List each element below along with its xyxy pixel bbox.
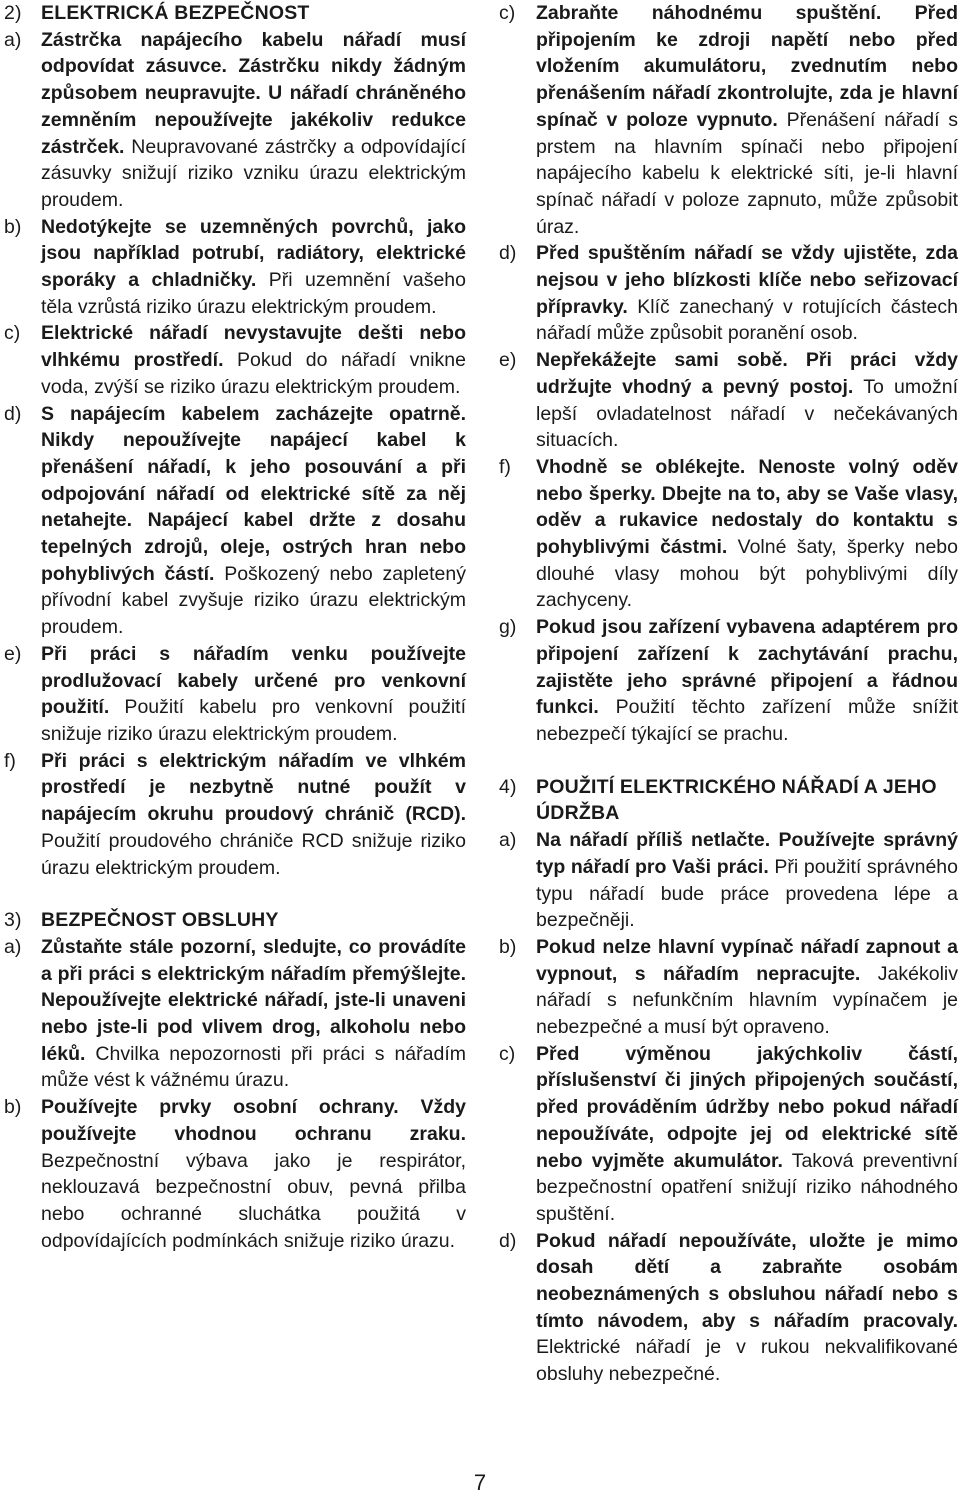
section-number: 3) (4, 909, 22, 932)
item-label: c) (499, 1042, 516, 1065)
item-text (536, 827, 958, 934)
item-normal-text: Taková preventivní bezpečnostní opatření snižují riziko náhodného spuštění. (536, 1149, 958, 1225)
item-bold-text: Před výměnou jakýchkoliv částí, příslušenství či jiných připojených součástí, před prováděním údržby nebo pokud nářadí nepoužíváte, odpojte jej od elektrické sítě nebo vyjměte akumulátor. (536, 1042, 958, 1172)
item-label: b) (4, 215, 22, 238)
item-bold-text: Elektrické nářadí nevystavujte dešti nebo vlhkému prostředí. (41, 322, 466, 372)
section-number: 2) (4, 2, 22, 24)
item-label: f) (4, 749, 16, 772)
section-4-list (499, 827, 958, 1388)
section-title: BEZPEČNOST OBSLUHY (41, 909, 279, 932)
list-item (4, 27, 466, 214)
item-bold-text: Nedotýkejte se uzemněných povrchů, jako jsou například potrubí, radiátory, elektrické sporáky a chladničky. (41, 215, 466, 292)
item-bold-text: Používejte prvky osobní ochrany. Vždy používejte vhodnou ochranu zraku. (41, 1096, 466, 1145)
item-label: f) (499, 455, 511, 478)
item-normal-text: Chvilka nepozornosti při práci s nářadím může vést k vážnému úrazu. (41, 1042, 466, 1092)
section-3-heading (4, 907, 466, 934)
section-title: POUŽITÍ ELEKTRICKÉHO NÁŘADÍ A JEHO ÚDRŽBA (536, 775, 937, 825)
item-normal-text: Použití těchto zařízení může snížit nebezpečí týkající se prachu. (536, 696, 958, 745)
item-bold-text: Vhodně se oblékejte. Nenoste volný oděv nebo šperky. Dbejte na to, aby se Vaše vlasy, oděv a rukavice nedostaly do kontaktu s pohyblivými částmi. (536, 455, 958, 559)
item-text (536, 1228, 958, 1388)
section-title: ELEKTRICKÁ BEZPEČNOST (41, 2, 310, 24)
item-label: e) (499, 349, 517, 372)
item-text (536, 614, 958, 748)
item-bold-text: Zástrčka napájecího kabelu nářadí musí odpovídat zásuvce. Zástrčku nikdy žádným způsobem neupravujte. U nářadí chráněného zemněním nepoužívejte jakékoliv redukce zástrček. (41, 28, 466, 158)
section-3-list-continued (499, 0, 958, 748)
list-item (499, 347, 958, 454)
item-text (41, 320, 466, 400)
item-text (41, 1094, 466, 1254)
item-bold-text: Nepřekážejte sami sobě. Při práci vždy udržujte vhodný a pevný postoj. (536, 349, 958, 398)
item-label: c) (499, 2, 516, 24)
item-normal-text: Klíč zanechaný v rotujících částech nářadí může způsobit poranění osob. (536, 295, 958, 345)
item-text (536, 240, 958, 347)
item-bold-text: Pokud jsou zařízení vybavena adaptérem pro připojení zařízení k zachytávání prachu, zajistěte jeho správné připojení a řádnou funkci. (536, 616, 958, 719)
item-label: d) (499, 1229, 517, 1252)
list-item (499, 827, 958, 934)
item-text (536, 1041, 958, 1228)
item-bold-text: Pokud nelze hlavní vypínač nářadí zapnout a vypnout, s nářadím nepracujte. (536, 935, 958, 985)
list-item (499, 454, 958, 614)
list-item (499, 0, 958, 240)
section-number: 4) (499, 775, 517, 798)
list-item (4, 641, 466, 748)
item-label: g) (499, 616, 517, 639)
list-item (4, 320, 466, 400)
item-text (41, 214, 466, 321)
item-bold-text: Při práci s elektrickým nářadím ve vlhkém prostředí je nezbytně nutné použít v napájecím okruhu proudový chránič (RCD). (41, 749, 466, 826)
item-label: e) (4, 642, 22, 665)
item-normal-text: Při uzemnění vašeho těla vzrůstá riziko úrazu elektrickým proudem. (41, 269, 466, 318)
list-item (4, 748, 466, 882)
item-normal-text: Bezpečnostní výbava jako je respirátor, neklouzavá bezpečnostní obuv, pevná přilba nebo ochranné sluchátka použitá v odpovídajících podmínkách snižuje riziko úrazu. (41, 1149, 466, 1252)
section-4-heading (499, 774, 958, 827)
item-normal-text: Elektrické nářadí je v rukou nekvalifikované obsluhy nebezpečné. (536, 1336, 958, 1386)
list-item (499, 934, 958, 1041)
item-bold-text: Na nářadí příliš netlačte. Používejte správný typ nářadí pro Vaši práci. (536, 829, 958, 878)
item-bold-text: Při práci s nářadím venku používejte prodlužovací kabely určené pro venkovní použití. (41, 642, 466, 719)
item-text (536, 934, 958, 1041)
item-text (536, 347, 958, 454)
item-text (41, 641, 466, 748)
item-bold-text: Před spuštěním nářadí se vždy ujistěte, zda nejsou v jeho blízkosti klíče nebo seřizovací přípravky. (536, 242, 958, 318)
item-text (536, 0, 958, 240)
list-item (4, 214, 466, 321)
item-normal-text: Poškozený nebo zapletený přívodní kabel zvyšuje riziko úrazu elektrickým proudem. (41, 562, 466, 639)
item-label: a) (4, 935, 22, 958)
item-text (536, 454, 958, 614)
item-normal-text: Jakékoliv nářadí s nefunkčním hlavním vypínačem je nebezpečné a musí být opraveno. (536, 962, 958, 1039)
list-item (4, 401, 466, 641)
item-text (41, 27, 466, 214)
left-column (4, 0, 466, 1254)
item-label: b) (4, 1096, 22, 1119)
item-normal-text: To umožní lepší ovladatelnost nářadí v nečekávaných situacích. (536, 375, 958, 452)
item-bold-text: Pokud nářadí nepoužíváte, uložte je mimo dosah dětí a zabraňte osobám neobeznámených s obsluhou nářadí nebo s tímto návodem, aby s nářadím pracovaly. (536, 1229, 958, 1332)
item-label: a) (4, 28, 22, 51)
item-label: b) (499, 935, 517, 958)
item-text (41, 401, 466, 641)
item-normal-text: Volné šaty, šperky nebo dlouhé vlasy mohou být pohyblivými díly zachyceny. (536, 536, 958, 612)
item-normal-text: Pokud do nářadí vnikne voda, zvýší se riziko úrazu elektrickým proudem. (41, 349, 467, 398)
list-item (499, 240, 958, 347)
right-column (499, 0, 958, 1388)
list-item (499, 1228, 958, 1388)
item-bold-text: S napájecím kabelem zacházejte opatrně. Nikdy nepoužívejte napájecí kabel k přenášení nářadí, k jeho posouvání a při odpojování nářadí od elektrické sítě za něj netahejte. Napájecí kabel držte z dosahu tepelných zdrojů, oleje, ostrých hran nebo pohyblivých částí. (41, 402, 466, 585)
item-normal-text: Při použití správného typu nářadí bude práce provedena lépe a bezpečněji. (536, 855, 958, 932)
section-3-list (4, 934, 466, 1254)
list-item (499, 1041, 958, 1228)
item-label: d) (499, 242, 517, 265)
item-label: a) (499, 829, 517, 852)
item-label: c) (4, 322, 21, 345)
item-text (41, 748, 466, 882)
item-bold-text: Zůstaňte stále pozorní, sledujte, co provádíte a při práci s elektrickým nářadím přemýšlejte. Nepoužívejte elektrické nářadí, jste-li unaveni nebo jste-li pod vlivem drog, alkoholu nebo léků. (41, 935, 466, 1065)
list-item (4, 1094, 466, 1254)
section-2-heading (4, 0, 466, 27)
item-text (41, 934, 466, 1094)
item-normal-text: Neupravované zástrčky a odpovídající zásuvky snižují riziko vzniku úrazu elektrickým proudem. (41, 135, 466, 211)
list-item (499, 614, 958, 748)
list-item (4, 934, 466, 1094)
item-normal-text: Přenášení nářadí s prstem na hlavním spínači nebo připojení napájecího kabelu k elektrické síti, je-li hlavní spínač nářadí v poloze zapnuto, může způsobit úraz. (536, 108, 958, 238)
section-2-list (4, 27, 466, 882)
item-label: d) (4, 402, 22, 425)
item-normal-text: Použití proudového chrániče RCD snižuje riziko úrazu elektrickým proudem. (41, 829, 466, 879)
item-bold-text: Zabraňte náhodnému spuštění. Před připojením ke zdroji napětí nebo před vložením akumulátoru, zvednutím nebo přenášením nářadí zkontrolujte, zda je hlavní spínač v poloze vypnuto. (536, 2, 958, 131)
item-normal-text: Použití kabelu pro venkovní použití snižuje riziko úrazu elektrickým proudem. (41, 696, 466, 745)
page-number: 7 (473, 1470, 487, 1495)
